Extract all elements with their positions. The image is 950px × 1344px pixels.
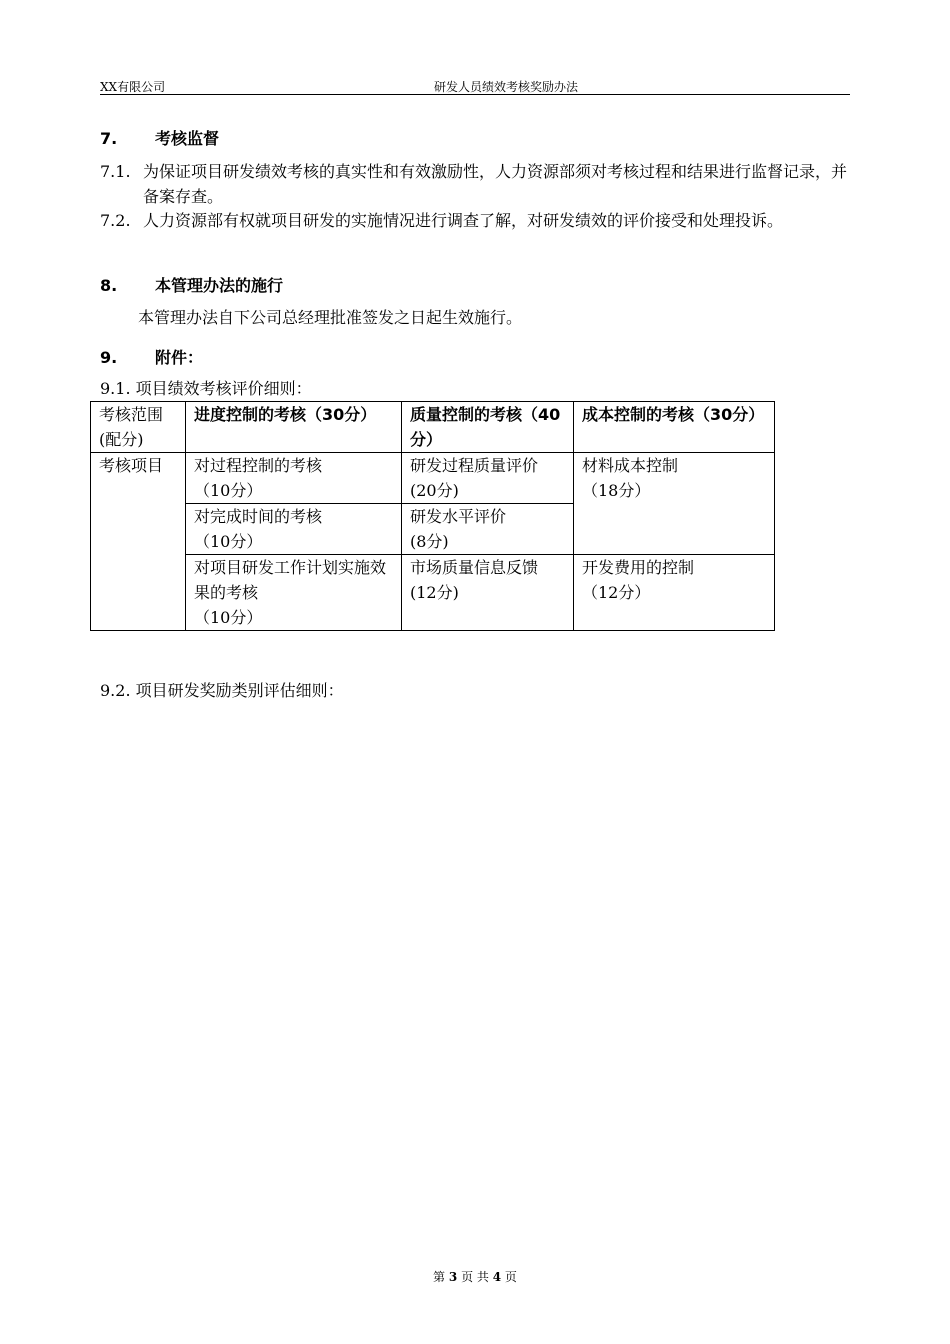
section-title: 附件： <box>155 348 204 367</box>
section-9-heading <box>100 345 203 368</box>
subsection-9-1: 9.1. 项目绩效考核评价细则： <box>100 379 312 398</box>
item-score: (20分) <box>410 481 459 500</box>
section-title: 考核监督 <box>155 129 220 148</box>
section-number: 8. <box>100 276 118 295</box>
evaluation-table <box>90 401 775 631</box>
table-cell <box>186 453 402 504</box>
paragraph-7-1 <box>100 159 855 209</box>
table-cell <box>402 555 574 631</box>
subsection-9-2: 9.2. 项目研发奖励类别评估细则： <box>100 681 344 700</box>
footer-prefix: 第 <box>433 1270 446 1284</box>
item-name: 对过程控制的考核 <box>194 456 323 475</box>
section-number: 7. <box>100 129 118 148</box>
total-pages: 4 <box>492 1270 502 1284</box>
table-cell <box>402 453 574 504</box>
row-label: 考核项目 <box>91 453 186 631</box>
section-number: 9. <box>100 348 118 367</box>
item-name: 研发水平评价 <box>410 507 507 526</box>
section-8-text: 本管理办法自下公司总经理批准签发之日起生效施行。 <box>138 308 523 327</box>
page-header <box>100 76 850 95</box>
footer-suffix: 页 <box>504 1270 517 1284</box>
footer-middle: 页 共 <box>461 1270 489 1284</box>
paragraph-number: 7.2. <box>100 211 131 230</box>
item-score: （10分） <box>194 532 263 551</box>
paragraph-text: 为保证项目研发绩效考核的真实性和有效激励性，人力资源部须对考核过程和结果进行监督记录，并备案存查。 <box>143 162 848 206</box>
item-score: （12分） <box>582 583 651 602</box>
document-title: 研发人员绩效考核奖励办法 <box>434 80 579 94</box>
table-cell <box>574 555 775 631</box>
item-score: (12分) <box>410 583 459 602</box>
header-cell-quality: 质量控制的考核（40分） <box>402 402 574 453</box>
table-header-row <box>91 402 775 453</box>
header-cell-progress: 进度控制的考核（30分） <box>186 402 402 453</box>
page-number: 3 <box>448 1270 458 1284</box>
item-name: 对完成时间的考核 <box>194 507 323 526</box>
table-row <box>91 555 775 631</box>
section-title: 本管理办法的施行 <box>155 276 284 295</box>
page-footer <box>0 1268 950 1285</box>
table-row <box>91 453 775 504</box>
section-7-heading <box>100 126 219 149</box>
header-cell: 考核范围(配分) <box>91 402 186 453</box>
item-score: （10分） <box>194 481 263 500</box>
item-score: （10分） <box>194 608 263 627</box>
item-name: 对项目研发工作计划实施效果的考核 <box>194 558 387 602</box>
item-name: 开发费用的控制 <box>582 558 695 577</box>
paragraph-7-2 <box>100 208 855 233</box>
table-cell <box>402 504 574 555</box>
table-cell <box>186 504 402 555</box>
header-cell-cost: 成本控制的考核（30分） <box>574 402 775 453</box>
item-name: 研发过程质量评价 <box>410 456 539 475</box>
paragraph-number: 7.1. <box>100 162 131 181</box>
company-name: XX有限公司 <box>100 80 166 94</box>
table-cell <box>574 453 775 555</box>
item-name: 市场质量信息反馈 <box>410 558 539 577</box>
section-8-heading <box>100 273 283 296</box>
paragraph-text: 人力资源部有权就项目研发的实施情况进行调查了解，对研发绩效的评价接受和处理投诉。 <box>143 211 784 230</box>
table-cell <box>186 555 402 631</box>
item-score: （18分） <box>582 481 651 500</box>
item-name: 材料成本控制 <box>582 456 679 475</box>
item-score: (8分) <box>410 532 449 551</box>
